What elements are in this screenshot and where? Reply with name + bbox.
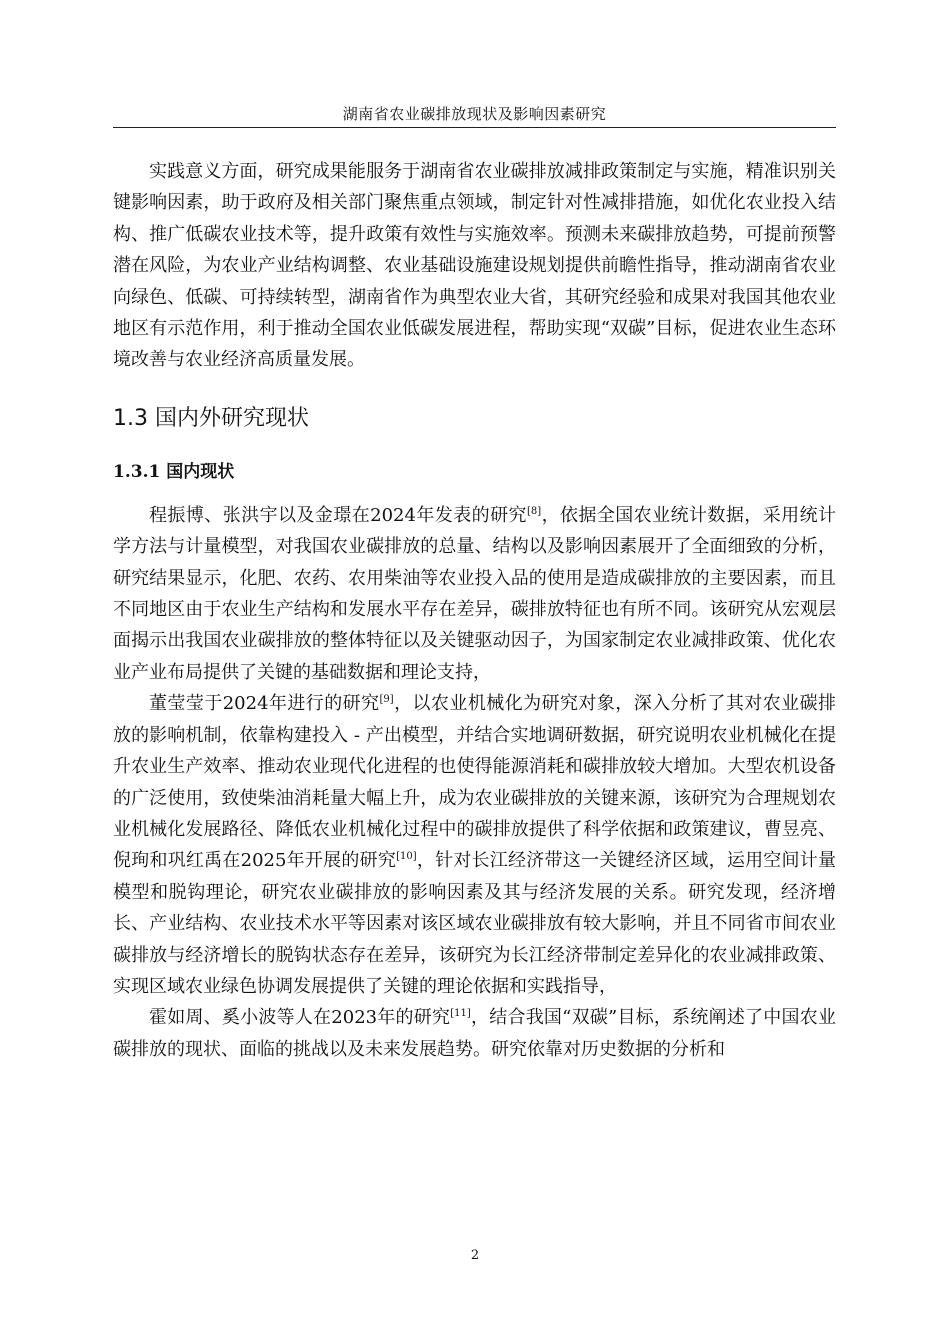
paragraph-text: 程振博、张洪宇以及金璟在2024年发表的研究	[149, 504, 527, 526]
citation-11: [11]	[450, 1008, 471, 1020]
paragraph-text: ，针对长江经济带这一关键经济区域，运用空间计量模型和脱钩理论，研究农业碳排放的影响因素及其与经济发展的关系。研究发现，经济增长、产业结构、农业技术水平等因素对该区域农业碳排放有较大影响，并且不同省市间农业碳排放与经济增长的脱钩状态存在差异，该研究为长江经济带制定差异化的农业减排政策、实现区域农业绿色协调发展提供了关键的理论依据和实践指导，	[113, 850, 837, 997]
section-heading: 1.3 国内外研究现状	[113, 405, 309, 431]
paragraph-cheng-2024	[113, 500, 836, 688]
paragraph-text: ，依据全国农业统计数据，采用统计学方法与计量模型，对我国农业碳排放的总量、结构以及影响因素展开了全面细致的分析，研究结果显示，化肥、农药、农用柴油等农业投入品的使用是造成碳排放的主要因素，而且不同地区由于农业生产结构和发展水平存在差异，碳排放特征也有所不同。该研究从宏观层面揭示出我国农业碳排放的整体特征以及关键驱动因子，为国家制定农业减排政策、优化农业产业布局提供了关键的基础数据和理论支持，	[113, 504, 837, 683]
citation-8: [8]	[526, 505, 542, 517]
body-text	[113, 156, 836, 1065]
paragraph-text: ，结合我国“双碳”目标，系统阐述了中国农业碳排放的现状、面临的挑战以及未来发展趋势。研究依靠对历史数据的分析和	[113, 1007, 836, 1060]
running-header: 湖南省农业碳排放现状及影响因素研究	[342, 105, 607, 123]
header-rule	[113, 127, 836, 128]
paragraph-huo-2023	[113, 1002, 836, 1065]
paragraph-text: 董莹莹于2024年进行的研究	[149, 693, 380, 715]
page-number: 2	[470, 1248, 480, 1263]
paragraph-text: ，以农业机械化为研究对象，深入分析了其对农业碳排放的影响机制，依靠构建投入 - 产出模型，并结合实地调研数据，研究说明农业机械化在提升农业生产效率、推动农业现代化进程的也使得能源消耗和碳排放较大增加。大型农机设备的广泛使用，致使柴油消耗量大幅上升，成为农业碳排放的关键来源，该研究为合理规划农业机械化发展路径、降低农业机械化过程中的碳排放提供了科学依据和政策建议，曹昱亮、倪珣和巩红禹在2025年开展的研究	[113, 693, 836, 872]
paragraph-text: 霍如周、奚小波等人在2023年的研究	[149, 1007, 451, 1029]
citation-9: [9]	[379, 694, 394, 706]
citation-10: [10]	[396, 851, 417, 863]
subsection-heading: 1.3.1 国内现状	[113, 461, 235, 482]
intro-paragraph: 实践意义方面，研究成果能服务于湖南省农业碳排放减排政策制定与实施，精准识别关键影响因素，助于政府及相关部门聚焦重点领域，制定针对性减排措施，如优化农业投入结构、推广低碳农业技术等，提升政策有效性与实施效率。预测未来碳排放趋势，可提前预警潜在风险，为农业产业结构调整、农业基础设施建设规划提供前瞻性指导，推动湖南省农业向绿色、低碳、可持续转型，湖南省作为典型农业大省，其研究经验和成果对我国其他农业地区有示范作用，利于推动全国农业低碳发展进程，帮助实现“双碳”目标，促进农业生态环境改善与农业经济高质量发展。	[113, 161, 836, 371]
paragraph-dong-2024	[113, 688, 836, 1002]
